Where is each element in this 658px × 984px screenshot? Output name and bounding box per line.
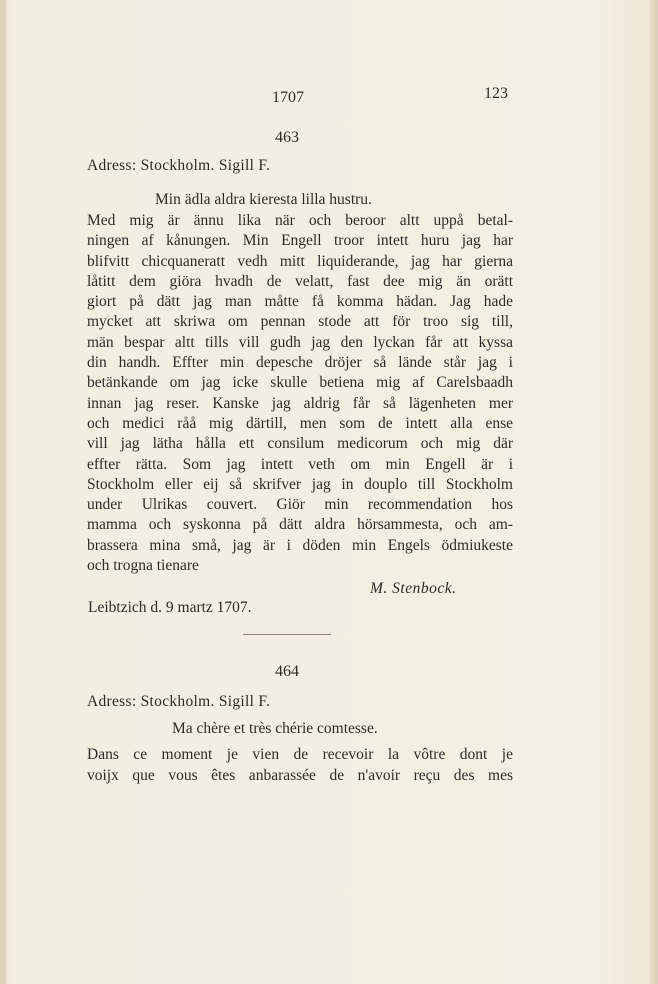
body-line: och medici råå mig därtill, men som de intett alla ense <box>87 414 513 432</box>
body-line: Dans ce moment je vien de recevoir la vôtre dont je <box>87 746 513 763</box>
letter-date: Leibtzich d. 9 martz 1707. <box>88 599 252 616</box>
body-line: Med mig är ännu lika när och beroor altt uppå betal- <box>87 212 513 229</box>
body-line: innan jag reser. Kanske jag aldrig får så lägenheten mer <box>87 394 513 412</box>
letter-number: 463 <box>275 129 299 146</box>
body-line: blifvitt chicquaneratt vedh mitt liquiderande, jag har gierna <box>87 252 513 270</box>
body-line: män bespar altt tills vill gudh jag den lyckan får att kyssa <box>87 333 513 351</box>
body-line: mycket att skriwa om pennan stode att för troo sig till, <box>87 313 513 331</box>
body-line: voijx que vous êtes anbarassée de n'avoir reçu des mes <box>87 767 513 784</box>
letter-address: Adress: Stockholm. Sigill F. <box>87 157 271 174</box>
body-line: mamma och syskonna på dätt aldra hörsammesta, och am- <box>87 516 513 534</box>
letter-salutation: Ma chère et très chérie comtesse. <box>172 720 378 737</box>
page-edge-left <box>0 0 6 984</box>
letter-salutation: Min ädla aldra kieresta lilla hustru. <box>155 191 372 208</box>
body-line: din handh. Effter min depesche dröjer så lände står jag i <box>87 354 513 372</box>
body-line: effter rätta. Som jag intett veth om min Engell är i <box>87 455 513 473</box>
letter-signature: M. Stenbock. <box>370 580 457 597</box>
letter-number: 464 <box>275 663 299 680</box>
body-line: brassera mina små, jag är i döden min Engels ödmiukeste <box>87 536 513 554</box>
running-header-year: 1707 <box>272 89 304 106</box>
body-line: ningen af kånungen. Min Engell troor intett huru jag har <box>87 232 513 250</box>
letter-body <box>87 211 513 576</box>
page-number: 123 <box>484 85 508 102</box>
letter-address: Adress: Stockholm. Sigill F. <box>87 693 271 710</box>
page-edge-right <box>650 0 658 984</box>
section-divider <box>243 634 331 635</box>
body-line: betänkande om jag icke skulle betiena mig af Carelsbaadh <box>87 374 513 392</box>
body-line: under Ulrikas couvert. Giör min recommendation hos <box>87 496 513 514</box>
body-line: vill jag lätha hålla ett consilum medicorum och mig där <box>87 435 513 453</box>
body-line: giort på dätt jag man måtte få komma hädan. Jag hade <box>87 293 513 311</box>
body-line: och trogna tienare <box>87 557 199 575</box>
body-line: låtitt dem giöra hvadh de velatt, fast dee mig än orätt <box>87 272 513 290</box>
letter-body <box>87 744 513 786</box>
body-line: Stockholm eller eij så skrifver jag in douplo till Stockholm <box>87 475 513 493</box>
